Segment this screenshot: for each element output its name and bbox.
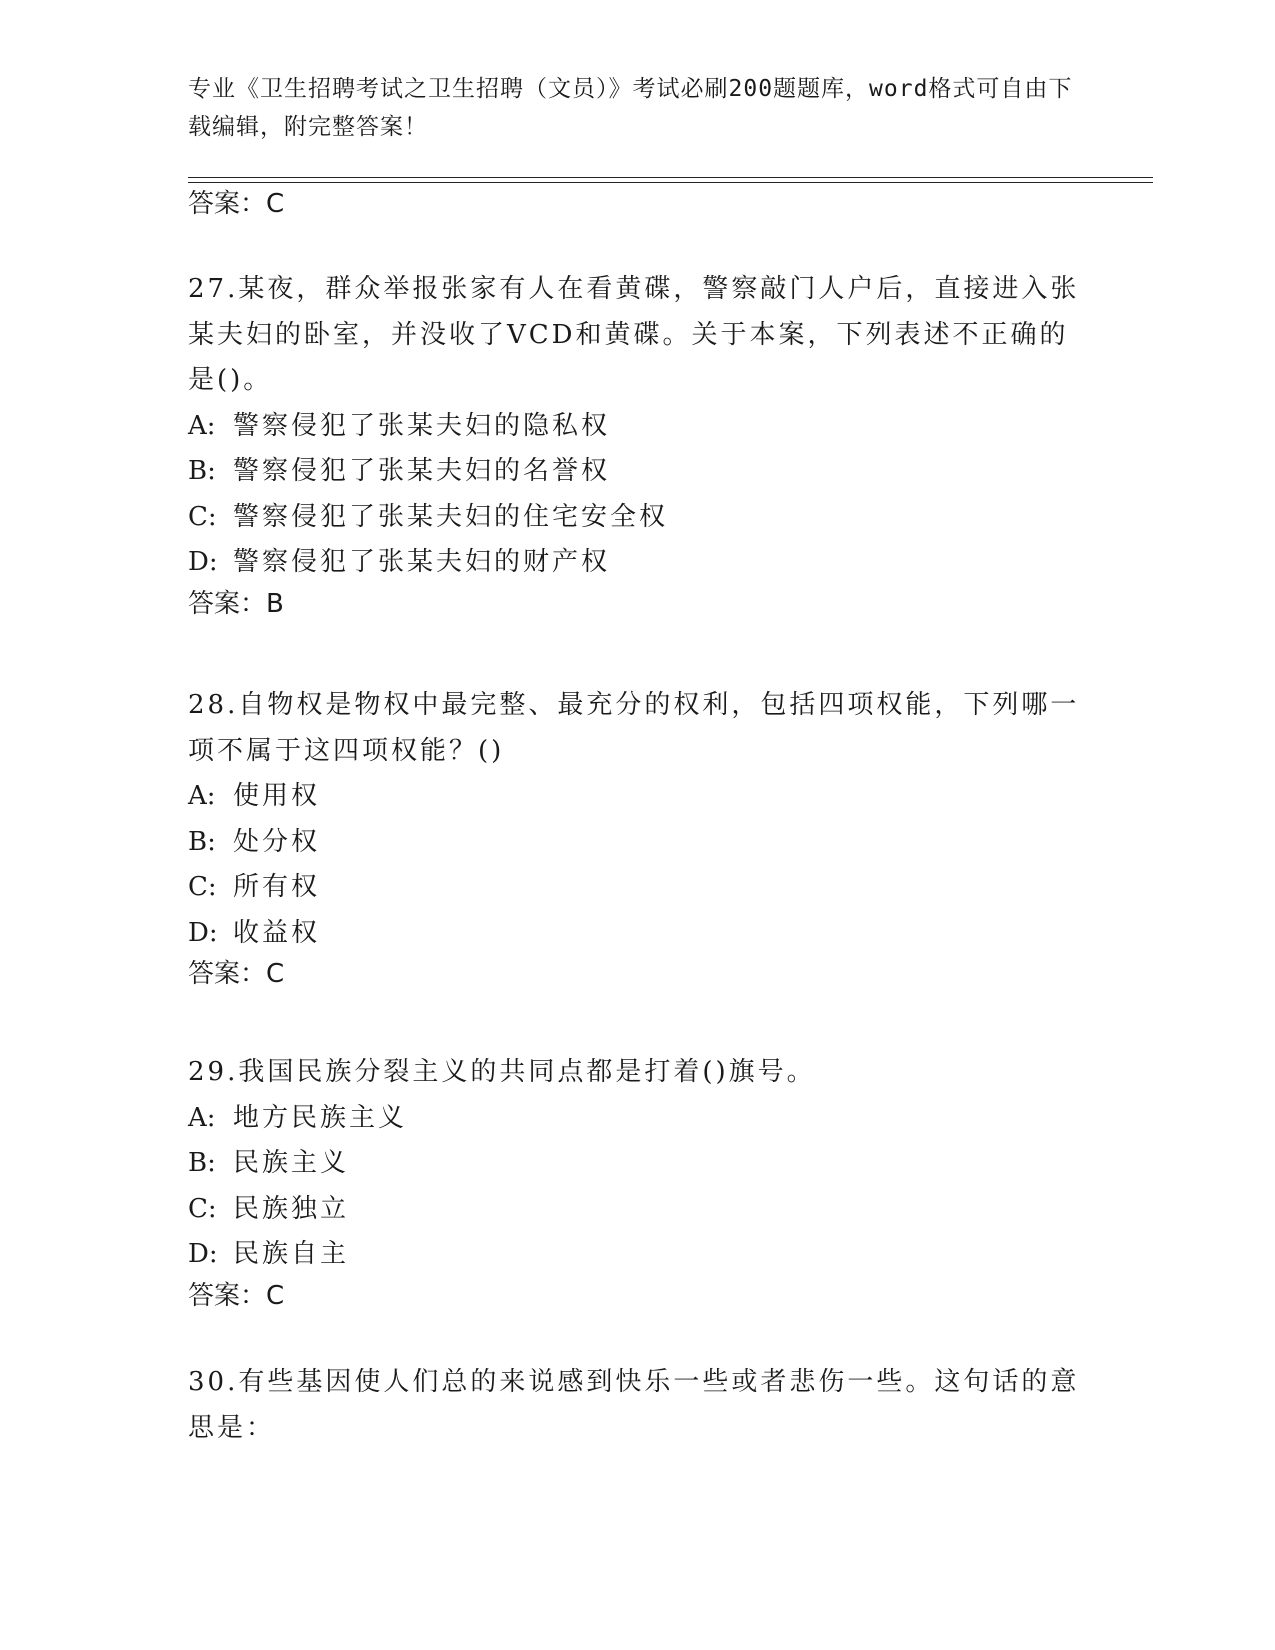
option-letter: D: [188, 917, 218, 948]
option-letter: B: [188, 1148, 216, 1178]
option-text: 警察侵犯了张某夫妇的名誉权 [233, 456, 611, 486]
option-b [188, 820, 1088, 866]
question-text: 29.我国民族分裂主义的共同点都是打着()旗号。 [188, 1057, 816, 1087]
option-d [188, 1232, 1088, 1278]
question-27 [188, 267, 1088, 622]
option-c [188, 495, 1088, 541]
option-text: 警察侵犯了张某夫妇的住宅安全权 [233, 501, 669, 532]
option-text: 使用权 [233, 781, 321, 811]
question-text: 27.某夜，群众举报张家有人在看黄碟，警察敲门人户后，直接进入张某夫妇的卧室，并没收了VCD和黄碟。关于本案，下列表述不正确的是()。 [188, 274, 1080, 395]
option-text: 收益权 [233, 917, 321, 948]
option-letter: B: [188, 456, 216, 486]
option-text: 警察侵犯了张某夫妇的财产权 [233, 547, 611, 577]
question-30 [188, 1360, 1088, 1451]
option-letter: C: [188, 501, 217, 532]
question-29 [188, 1050, 1088, 1314]
answer: 答案：C [188, 1280, 285, 1311]
option-text: 民族独立 [233, 1193, 350, 1224]
option-letter: D: [188, 547, 218, 577]
option-letter: C: [188, 872, 217, 902]
option-letter: A: [188, 410, 216, 441]
answer: 答案：C [188, 959, 285, 989]
option-letter: D: [188, 1239, 218, 1269]
option-d [188, 540, 1088, 586]
question-28 [188, 683, 1088, 992]
question-text: 30.有些基因使人们总的来说感到快乐一些或者悲伤一些。这句话的意思是： [188, 1367, 1080, 1443]
option-text: 民族主义 [233, 1148, 350, 1178]
option-text: 地方民族主义 [233, 1102, 408, 1133]
option-text: 处分权 [233, 826, 321, 857]
option-c [188, 865, 1088, 911]
option-letter: C: [188, 1193, 217, 1224]
option-b [188, 449, 1088, 495]
previous-answer: 答案：C [188, 189, 285, 219]
option-letter: A: [188, 781, 216, 811]
option-text: 民族自主 [233, 1239, 350, 1269]
header-divider-line [188, 177, 1153, 178]
header-divider-line-secondary [188, 182, 1153, 183]
option-a [188, 1096, 1088, 1142]
page-header: 专业《卫生招聘考试之卫生招聘（文员）》考试必刷200题题库，word格式可自由下载编辑，附完整答案！ [188, 76, 1073, 140]
option-a [188, 404, 1088, 450]
answer: 答案：B [188, 588, 284, 619]
option-letter: A: [188, 1102, 216, 1133]
option-c [188, 1187, 1088, 1233]
option-d [188, 911, 1088, 957]
option-b [188, 1141, 1088, 1187]
option-text: 所有权 [233, 872, 321, 902]
option-letter: B: [188, 826, 216, 857]
question-text: 28.自物权是物权中最完整、最充分的权利，包括四项权能，下列哪一项不属于这四项权能？() [188, 690, 1080, 766]
option-text: 警察侵犯了张某夫妇的隐私权 [233, 410, 611, 441]
option-a [188, 774, 1088, 820]
